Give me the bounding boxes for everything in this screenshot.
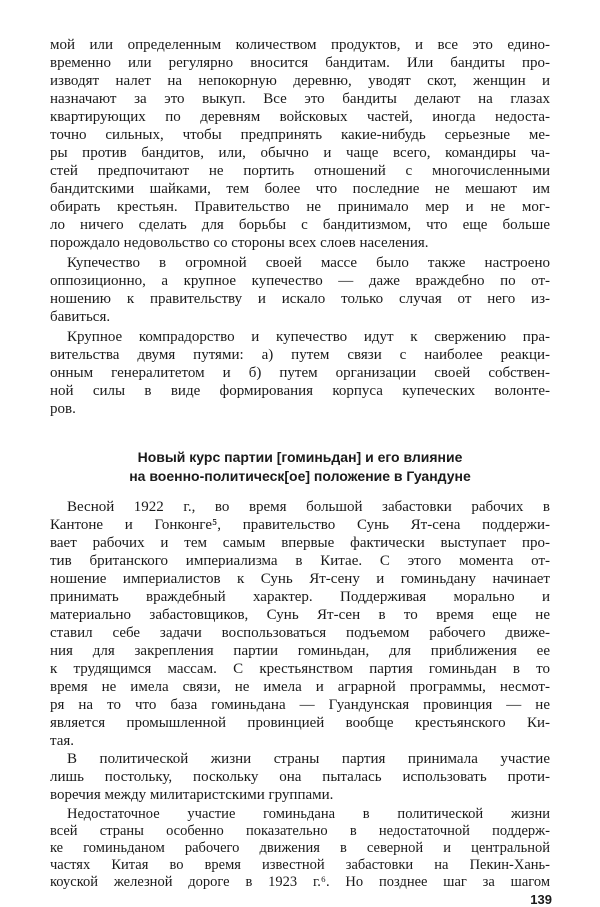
- paragraph-4-line: материально забастовщиков, Сунь Ят-сен в то время еще не: [50, 607, 550, 623]
- paragraph-1-line: обирать крестьян. Правительство не принимало мер и не мог-: [50, 199, 550, 215]
- paragraph-3-line: онным генералитетом и б) путем организации своей собствен-: [50, 365, 550, 381]
- paragraph-1-line: мой или определенным количеством продуктов, и все это едино-: [50, 37, 550, 53]
- section-heading-line-2: на военно-политическ[ое] положение в Гуандуне: [129, 468, 471, 484]
- paragraph-2-line: ношению к правительству и искало только случая от него из-: [50, 291, 550, 307]
- paragraph-5-line: воречия между милитаристскими группами.: [50, 787, 334, 803]
- paragraph-3-line: Крупное компрадорство и купечество идут к свержению пра-: [67, 329, 550, 345]
- paragraph-1-line: ры против бандитов, или, обычно и чаще всего, командиры ча-: [50, 145, 550, 161]
- paragraph-4-line: Весной 1922 г., во время большой забастовки рабочих в: [67, 499, 550, 515]
- paragraph-3-line: вительства двумя путями: а) путем связи с наиболее реакци-: [50, 347, 550, 363]
- paragraph-1-line: временно или регулярно вносится бандитам. Или бандиты про-: [50, 55, 550, 71]
- paragraph-6-line: ке гоминьданом рабочего движения в северной и центральной: [50, 840, 550, 856]
- paragraph-4-line: ставил себе задачи воспользоваться подъемом рабочего движе-: [50, 625, 550, 641]
- paragraph-1-line: изводят налет на непокорную деревню, уводят скот, женщин и: [50, 73, 550, 89]
- paragraph-1-line: назначают за это выкуп. Все это бандиты делают на глазах: [50, 91, 550, 107]
- paragraph-1-line: ло ничего сделать для борьбы с бандитизмом, что еще больше: [50, 217, 550, 233]
- paragraph-6-line: частях Китая во время известной забастовки на Пекин-Хань-: [50, 857, 550, 873]
- paragraph-5-line: В политической жизни страны партия принимала участие: [67, 751, 550, 767]
- paragraph-1-line: бандитскими шайками, тем более что последние не мешают им: [50, 181, 550, 197]
- paragraph-4-line: ния для закрепления партии гоминьдан, для приближения ее: [50, 643, 550, 659]
- paragraph-4-line: время не имела связи, не имела и аграрной программы, несмот-: [50, 679, 550, 695]
- paragraph-1-line: квартирующих по деревням войсковых частей, иногда недоста-: [50, 109, 550, 125]
- paragraph-1-line: точно сильных, чтобы предпринять какие-нибудь серьезные ме-: [50, 127, 550, 143]
- paragraph-4-line: ря на то что база гоминьдана — Гуандунская провинция — не: [50, 697, 550, 713]
- paragraph-4-line: тив британского империализма в Китае. С этого момента от-: [50, 553, 550, 569]
- paragraph-2-line: оппозиционно, а крупное купечество — даже враждебно по от-: [50, 273, 550, 289]
- paragraph-4-line: вает рабочих и тем самым впервые фактически выступает про-: [50, 535, 550, 551]
- paragraph-4-line: тая.: [50, 733, 75, 749]
- paragraph-4-line: является промышленной провинцией вообще крестьянского Ки-: [50, 715, 550, 731]
- paragraph-6-line: коуской железной дороге в 1923 г.⁶. Но позднее шаг за шагом: [50, 874, 550, 890]
- paragraph-3-line: ров.: [50, 401, 76, 417]
- paragraph-5-line: лишь постольку, поскольку она пыталась использовать проти-: [50, 769, 550, 785]
- paragraph-6-line: Недостаточное участие гоминьдана в политической жизни: [67, 806, 550, 822]
- paragraph-1-line: порождало недовольство со стороны всех слоев населения.: [50, 235, 429, 251]
- paragraph-2-line: бавиться.: [50, 309, 111, 325]
- paragraph-4-line: принимать враждебный характер. Поддерживая морально и: [50, 589, 550, 605]
- paragraph-2-line: Купечество в огромной своей массе было также настроено: [67, 255, 550, 271]
- paragraph-3-line: ной силы в виде формирования корпуса купеческих волонте-: [50, 383, 550, 399]
- section-heading-line-1: Новый курс партии [гоминьдан] и его влияние: [137, 449, 463, 465]
- paragraph-1-line: стей предпочитают не портить отношений с многочисленными: [50, 163, 550, 179]
- paragraph-4-line: Кантоне и Гонконге⁵, правительство Сунь Ят-сена поддержи-: [50, 517, 550, 533]
- page-number: 139: [530, 892, 552, 907]
- paragraph-4-line: к трудящимся массам. С крестьянством партия гоминьдан в то: [50, 661, 550, 677]
- paragraph-6-line: всей страны особенно показательно в недостаточной поддерж-: [50, 823, 550, 839]
- paragraph-4-line: ношение империалистов к Сунь Ят-сену и гоминьдану начинает: [50, 571, 550, 587]
